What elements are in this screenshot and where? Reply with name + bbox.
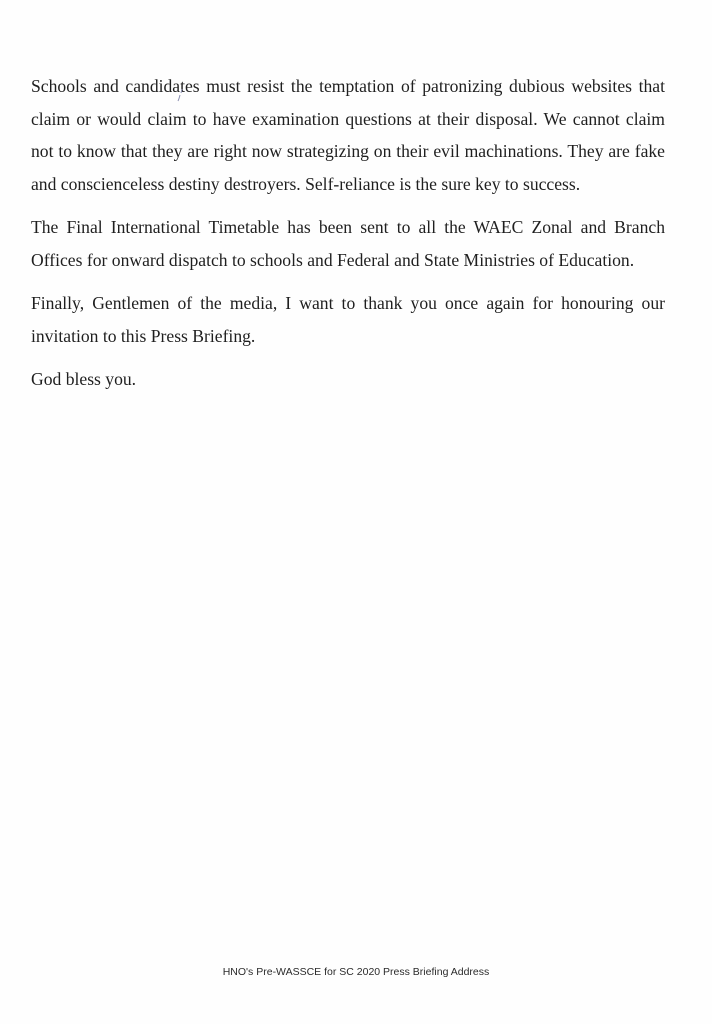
page-footer: HNO's Pre-WASSCE for SC 2020 Press Briefing Address xyxy=(222,966,490,978)
paragraph-thanks-to-media: Finally, Gentlemen of the media, I want to thank you once again for honouring our invitation to this Press Briefing. xyxy=(31,293,665,346)
document-body xyxy=(31,70,665,407)
paragraph-exam-malpractice-warning: Schools and candidates must resist the temptation of patronizing dubious websites that claim or would claim to have examination questions at their disposal. We cannot claim not to know that they are right now strategizing on their evil machinations. They are fake and conscienceless destiny destroyers. Self-reliance is the sure key to success. xyxy=(31,76,665,194)
paragraph-timetable-dispatch: The Final International Timetable has been sent to all the WAEC Zonal and Branch Offices for onward dispatch to schools and Federal and State Ministries of Education. xyxy=(31,217,665,270)
paragraph-closing-blessing: God bless you. xyxy=(31,369,137,389)
pen-mark-icon xyxy=(176,88,184,102)
